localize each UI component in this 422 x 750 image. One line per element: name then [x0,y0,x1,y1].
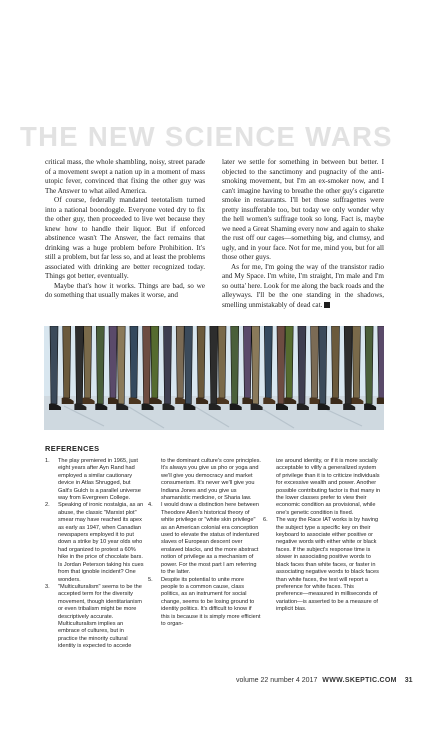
references-heading: REFERENCES [45,444,100,453]
reference-text: The play premiered in 1965, just eight years after Ayn Rand had employed a similar cautionary device in Atlas Shrugged, but Galt's Gulch is a parallel universe way from Evergreen College. [58,458,141,502]
leg [151,326,159,398]
body-paragraph-text: As for me, I'm going the way of the transistor radio and My Space. I'm white, I'm straight, I'm male and I'm so outta' here. Look for me along the back roads and the alleyways. I'll be the one standing in the shadows, smelling unmistakably of dead cat. [222,262,384,309]
reference-text: ize around identity, or if it is more socially acceptable to vilify a generalized system of privilege than it is to criticize individuals for excessive wealth and power. Another possible contributing factor is that many in the lower classes prefer to view their economic condition as provisional, while one's genetic condition is fixed. [276,458,381,516]
leg [365,326,373,404]
reference-item [148,577,261,629]
reference-text: to the dominant culture's core principles. It's always you give us pho or yoga and we'll give you democracy and market consumerism. It's never we'll give you Indiana Jones and you give us shamanistic medicine, or Sharia law. [161,458,261,502]
references-column-1 [45,458,145,651]
leg [176,326,184,398]
leg [378,326,384,398]
leg [164,326,172,404]
leg [231,326,239,404]
body-column-right [222,158,384,310]
body-paragraph: Maybe that's how it works. Things are bad, so we do something that usually makes it worse, and [45,281,205,299]
leg [184,326,192,404]
leg [75,326,83,404]
body-column-left [45,158,205,301]
reference-item [263,458,381,517]
reference-item [45,584,145,651]
marching-feet-illustration [44,326,384,430]
leg [319,326,327,404]
reference-item [148,458,261,502]
article-headline: THE NEW SCIENCE WARS [20,121,393,152]
leg [84,326,92,398]
leg [252,326,260,404]
leg [344,326,352,404]
page-footer [236,677,413,684]
reference-text: I would draw a distinction here between Theodore Allen's historical theory of white privilege or "white skin privilege" as an American colonial era conception used to elevate the status of indentured slaves of European descent over enslaved blacks, and the more abstract notion of privilege as a mechanism of power. For the most part I am referring to the latter. [161,502,259,576]
leg [277,326,285,404]
body-paragraph: later we settle for something in between but better. I objected to the sanctimony and pugnacity of the anti-smoking movement, but I'm an ex-smoker now, and I can't imagine having to breathe the other guy's cigarette smoke in restaurants. I'll bet those suffragettes were pretty insufferable too, but today we only wonder why the hell women's suffrage took so long. Fact is, maybe we need a Great Shaming every now and again to shake the rust off our cages—something big, and clumsy, and ugly, and in your face. Not for me, mind you, but for all those other guys. [222,158,384,261]
body-paragraph: Of course, federally mandated teetotalism turned into a national boondoggle. Everyone voted dry to fix the other guy, then proceeded to live wet because they knew how to handle their liquor. But if enforced abstinence wasn't The Answer, the fact remains that drinking was a huge problem before Prohibition. It's still a problem, but far less so, and at least the problems associated with drinking are better recognized today. Things got better, eventually. [45,196,205,280]
legs-group [49,326,384,410]
leg [109,326,117,398]
body-paragraph-final [222,263,384,311]
leg [332,326,340,398]
leg [143,326,151,404]
reference-number [263,458,276,517]
reference-number: 4. [148,502,153,509]
leg [311,326,319,398]
leg [218,326,226,398]
reference-text: Speaking of ironic nostalgia, as an abuse, the classic "Marxist plot" smear may have reached its apex as early as 1947, when Canadian newspapers employed it to put down a strike by 10 year olds who had organized to protest a 60% hike in the price of chocolate bars. Is Jordan Peterson taking his cues from that ignoble incident? One wonders. [58,502,144,583]
leg [285,326,293,398]
leg [264,326,272,398]
references-column-2 [148,458,261,628]
leg [117,326,125,404]
reference-number: 3. [45,583,50,590]
body-paragraph: critical mass, the whole shambling, noisy, street parade of a movement swept a nation up in a moment of mass utopic fever, convinced that fixing the other guy was The Answer to what ailed America. [45,158,205,195]
issue-info: volume 22 number 4 2017 [236,677,318,684]
reference-item [45,458,145,502]
reference-number: 2. [45,502,50,509]
leg [298,326,306,404]
end-of-article-mark: S [324,302,330,308]
reference-text: The way the Race IAT works is by having the subject type a specific key on their keyboard to associate either positive or negative words with either white or black faces. If the subject's response time is slower in associating positive words to black faces than white faces, or faster in associating negative words to black faces than white faces, the test will report a preference for white faces. This preference—measured in milliseconds of variation—is asserted to be a measure of implicit bias. [276,517,379,613]
reference-number: 5. [148,576,153,583]
leg [210,326,218,404]
leg [96,326,104,404]
website-url: WWW.SKEPTIC.COM [322,677,397,684]
reference-text: Despite its potential to unite more people to a common cause, class politics, as an instrument for social change, seems to be losing ground to identity politics. It's difficult to know if this is because it is simply more efficient to organ- [161,576,261,627]
reference-item [45,502,145,583]
shoe [377,397,384,404]
reference-text: "Multiculturalism" seems to be the accepted term for the diversity movement, though identitarianism or even tribalism might be more descriptively accurate. Multiculturalism implies an embrace of cultures, but in practice the minority cultural identity is expected to accede [58,583,142,650]
reference-number: 1. [45,458,50,464]
marching-feet-artwork [44,326,384,430]
leg [50,326,58,404]
leg [63,326,71,398]
references-column-3 [263,458,381,614]
reference-item [148,502,261,576]
leg [243,326,251,398]
leg [352,326,360,398]
page-number: 31 [404,677,413,684]
reference-number [148,458,161,502]
reference-item [263,517,381,613]
leg [197,326,205,398]
leg [130,326,138,398]
reference-number: 6. [263,517,268,524]
